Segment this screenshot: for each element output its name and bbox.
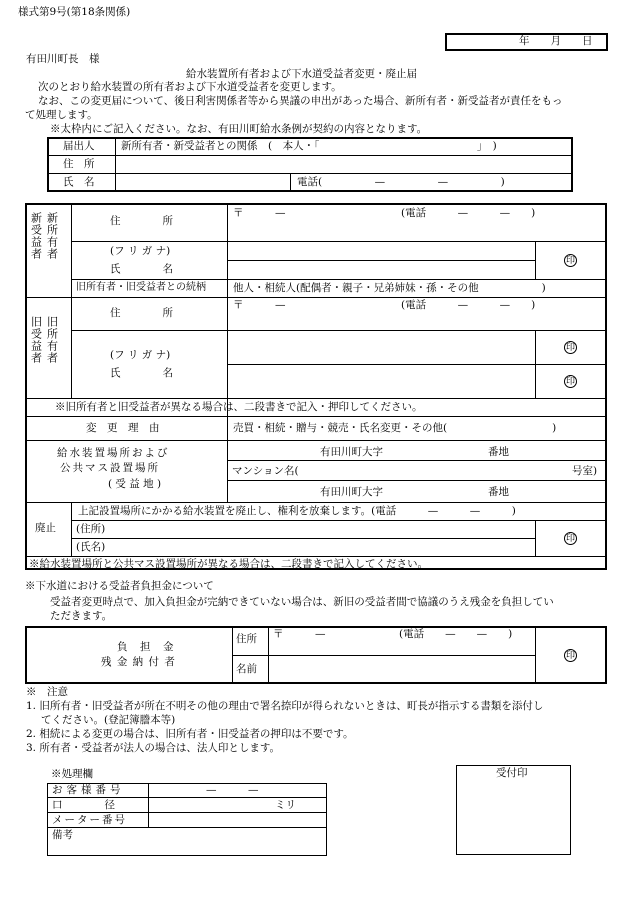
applicant-name-label: 氏 名: [63, 176, 95, 188]
old-owner-seal-2: 印: [565, 377, 575, 387]
new-owner-group-label-1: 新所有者: [45, 212, 59, 260]
new-owner-furigana-label: (フ リ ガ ナ): [110, 245, 171, 257]
abolish-seal: 印: [565, 534, 575, 544]
old-owner-name-field-1[interactable]: [228, 331, 534, 363]
meter-number-field[interactable]: [149, 813, 326, 826]
location-label-2: 公共マス設置場所: [60, 462, 160, 474]
customer-number-field[interactable]: — —: [206, 784, 259, 796]
new-owner-furigana-field[interactable]: [228, 242, 534, 259]
old-owner-address-label: 住 所: [110, 307, 173, 319]
room-number-field: 号室): [572, 465, 598, 477]
note-2: 2. 相続による変更の場合は、旧所有者・旧受益者の押印は不要です。: [26, 728, 354, 740]
old-owner-name-field-2[interactable]: [228, 365, 534, 397]
location-note: ※給水装置場所と公共マス設置場所が異なる場合は、二段書きで記入してください。: [29, 558, 428, 570]
new-owner-name-field[interactable]: [228, 261, 534, 278]
payer-seal: 印: [565, 651, 575, 661]
new-owner-address-field[interactable]: 〒 — (電話 — — ): [233, 207, 536, 219]
payer-label-2: 残 金 納 付 者: [101, 656, 176, 668]
new-owner-name-label: 氏 名: [110, 263, 173, 275]
location-town-1[interactable]: 有田川町大字: [320, 446, 383, 458]
abolish-statement[interactable]: 上記設置場所にかかる給水装置を廃止し、権利を放棄します。(電話 — — ): [78, 505, 516, 517]
abolish-label: 廃止: [35, 522, 56, 534]
old-owner-group-label-2: 旧受益者: [29, 316, 43, 364]
payer-address-field[interactable]: 〒 — (電話 — — ): [273, 628, 513, 640]
sewer-text-2: ただきます。: [50, 610, 113, 622]
old-owner-name-label: 氏 名: [110, 367, 173, 379]
location-lot-1: 番地: [488, 446, 509, 458]
intro-line-3: て処理します。: [25, 109, 98, 121]
relation-to-old-label: 旧所有者・旧受益者との続柄: [76, 282, 206, 293]
date-field: 年 月 日: [519, 35, 593, 47]
old-owner-note: ※旧所有者と旧受益者が異なる場合は、二段書きで記入・押印してください。: [55, 401, 423, 413]
diameter-unit[interactable]: ミリ: [275, 799, 296, 811]
customer-number-label: お客様番号: [52, 784, 125, 796]
relation-to-old-field[interactable]: 他人・相続人(配偶者・親子・兄弟姉妹・孫・その他 ): [233, 282, 546, 294]
note-1a: 1. 旧所有者・旧受益者が所在不明その他の理由で署名捺印が得られないときは、町長が指示する書類を添付し: [26, 700, 544, 712]
reason-label: 変 更 理 由: [86, 422, 160, 434]
note-3: 3. 所有者・受益者が法人の場合は、法人印とします。: [26, 742, 281, 754]
remarks-label: 備考: [52, 829, 73, 841]
sewer-text-1: 受益者変更時点で、加入負担金が完納できていない場合は、新旧の受益者間で協議のうえ残金を負担してい: [50, 596, 554, 608]
relation-field[interactable]: 新所有者・新受益者との関係 ( 本人・「 」 ): [121, 140, 497, 152]
instruction-note: ※太枠内にご記入ください。なお、有田川町給水条例が契約の内容となります。: [50, 123, 428, 135]
meter-number-label: メーター番号: [52, 814, 127, 826]
mansion-name-field[interactable]: マンション名(: [232, 465, 299, 477]
abolish-name-field[interactable]: (氏名): [76, 541, 106, 553]
new-owner-address-label: 住 所: [110, 215, 173, 227]
receipt-stamp-label: 受付印: [496, 767, 528, 779]
addressee: 有田川町長 様: [26, 53, 100, 65]
new-owner-seal: 印: [565, 256, 575, 266]
applicant-address-label: 住 所: [63, 158, 95, 170]
reason-field[interactable]: 売買・相続・贈与・競売・氏名変更・その他( ): [233, 422, 557, 434]
applicant-phone-field[interactable]: 電話( — — ): [297, 176, 505, 188]
location-label-3: ( 受 益 地 ): [108, 478, 162, 490]
payer-name-field[interactable]: [269, 657, 534, 682]
notes-heading: ※ 注意: [26, 686, 68, 698]
intro-line-2: なお、この変更届について、後日利害関係者等から異議の申出があった場合、新所有者・新受益者が責任をもっ: [38, 95, 563, 107]
old-owner-group-label-1: 旧所有者: [45, 316, 59, 364]
location-town-2[interactable]: 有田川町大字: [320, 486, 383, 498]
applicant-label: 届出人: [63, 140, 95, 152]
form-number: 様式第9号(第18条関係): [18, 6, 131, 18]
payer-name-label: 名前: [236, 663, 257, 675]
processing-heading: ※処理欄: [51, 768, 93, 780]
new-owner-group-label-2: 新受益者: [29, 212, 43, 260]
location-label-1: 給水装置場所および: [57, 447, 170, 459]
old-owner-address-field[interactable]: 〒 — (電話 — — ): [233, 299, 536, 311]
old-owner-furigana-label: (フ リ ガ ナ): [110, 349, 171, 361]
sewer-heading: ※下水道における受益者負担金について: [25, 580, 214, 592]
abolish-address-field[interactable]: (住所): [76, 523, 106, 535]
payer-label-1: 負 担 金: [117, 641, 175, 653]
old-owner-seal-1: 印: [565, 343, 575, 353]
note-1b: てください。(登記簿謄本等): [41, 714, 176, 726]
diameter-label: 口 径: [52, 799, 115, 811]
intro-line-1: 次のとおり給水装置の所有者および下水道受益者を変更します。: [38, 81, 342, 93]
document-title: 給水装置所有者および下水道受益者変更・廃止届: [186, 68, 417, 80]
payer-address-label: 住所: [236, 633, 257, 645]
location-lot-2: 番地: [488, 486, 509, 498]
